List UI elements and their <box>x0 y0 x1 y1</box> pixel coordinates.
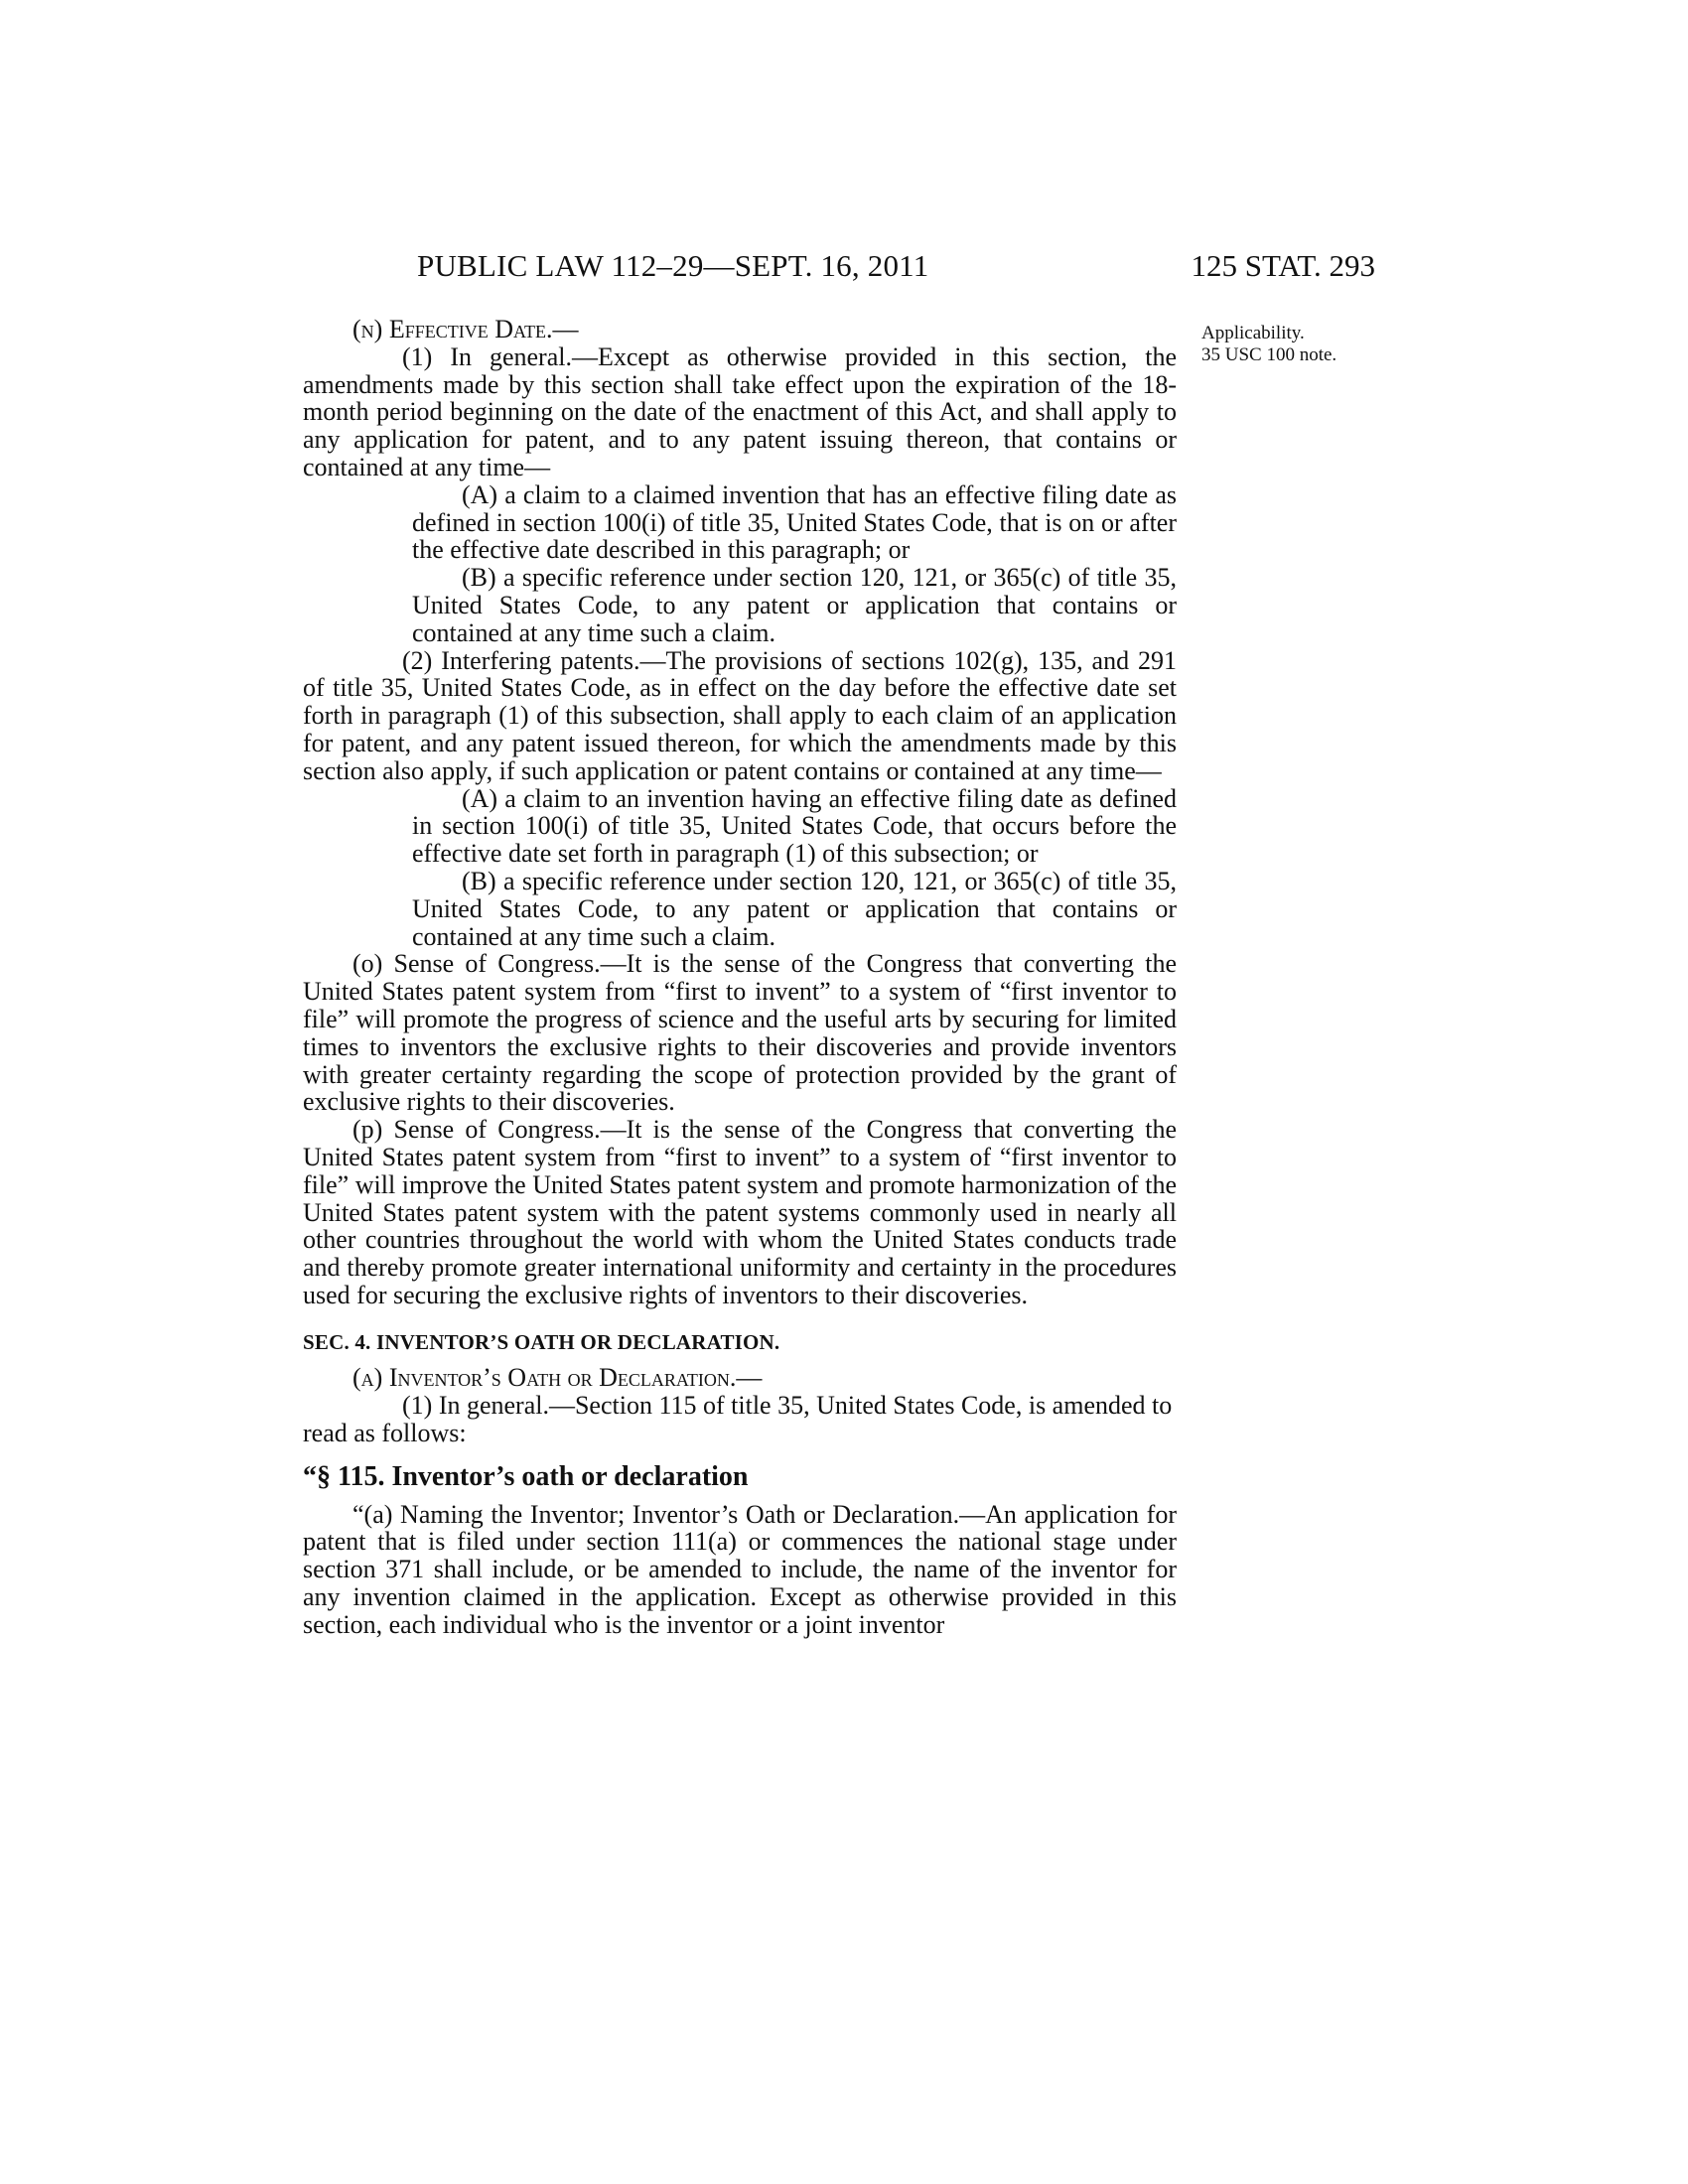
page-header-stat: 125 STAT. 293 <box>1191 248 1375 283</box>
section-4-paragraph-a1: (1) In general.—Section 115 of title 35, United States Code, is amended to read as follows: <box>303 1391 1173 1448</box>
paragraph-n1A: (A) a claim to a claimed invention that has an effective filing date as defined in section 100(i) of title 35, United States Code, that is on or after the effective date described in this paragraph; or <box>412 479 1177 565</box>
subsection-o: (o) Sense of Congress.—It is the sense of the Congress that converting the United States patent system from “first to invent” to a system of “first inventor to file” will promote the progress of science and the useful arts by securing for limited times to inventors the exclusive rights to their discoveries and provide inventors with greater certainty regarding the scope of protection provided by the grant of exclusive rights to their discoveries. <box>303 949 1177 1117</box>
paragraph-n2: (2) Interfering patents.—The provisions of sections 102(g), 135, and 291 of title 35, United States Code, as in effect on the day before the effective date set forth in paragraph (1) of this subsection, shall apply to each claim of an application for patent, and any patent issued thereon, for which the amendments made by this section also apply, if such application or patent contains or contained at any time— <box>303 645 1177 785</box>
paragraph-n1B: (B) a specific reference under section 120, 121, or 365(c) of title 35, United States Code, to any patent or application that contains or contained at any time such a claim. <box>412 563 1177 647</box>
subsection-n-heading: (n) Effective Date.— <box>352 315 579 343</box>
paragraph-n2B: (B) a specific reference under section 120, 121, or 365(c) of title 35, United States Code, to any patent or application that contains or contained at any time such a claim. <box>412 866 1177 951</box>
margin-note <box>1201 323 1336 366</box>
section-4-subsection-a: (a) Inventor’s Oath or Declaration.— <box>352 1363 763 1393</box>
section-115-subsection-a: “(a) Naming the Inventor; Inventor’s Oath or Declaration.—An application for patent that is filed under section 111(a) or commences the national stage under section 371 shall include, or be amended to include, the name of the inventor for any invention claimed in the application. Except as otherwise provided in this section, each individual who is the inventor or a joint inventor <box>303 1499 1177 1639</box>
margin-note-applicability: Applicability. <box>1201 323 1305 343</box>
section-4-heading: SEC. 4. INVENTOR’S OATH OR DECLARATION. <box>303 1329 780 1354</box>
page-header-title: PUBLIC LAW 112–29—SEPT. 16, 2011 <box>417 248 929 283</box>
margin-note-usc: 35 USC 100 note. <box>1201 344 1337 365</box>
document-body <box>303 316 1177 1639</box>
section-115-title: “§ 115. Inventor’s oath or declaration <box>303 1460 749 1492</box>
paragraph-n1: (1) In general.—Except as otherwise provided in this section, the amendments made by this section shall take effect upon the expiration of the 18-month period beginning on the date of the enactment of this Act, and shall apply to any application for patent, and to any patent issuing thereon, that contains or contained at any time— <box>303 341 1177 481</box>
paragraph-n2A: (A) a claim to an invention having an effective filing date as defined in section 100(i) of title 35, United States Code, that occurs before the effective date set forth in paragraph (1) of this subsection; or <box>412 783 1177 869</box>
subsection-p: (p) Sense of Congress.—It is the sense of the Congress that converting the United States patent system from “first to invent” to a system of “first inventor to file” will improve the United States patent system and promote harmonization of the United States patent system with the patent systems commonly used in nearly all other countries throughout the world with whom the United States conducts trade and thereby promote greater international uniformity and certainty in the procedures used for securing the exclusive rights of inventors to their discoveries. <box>303 1115 1177 1309</box>
